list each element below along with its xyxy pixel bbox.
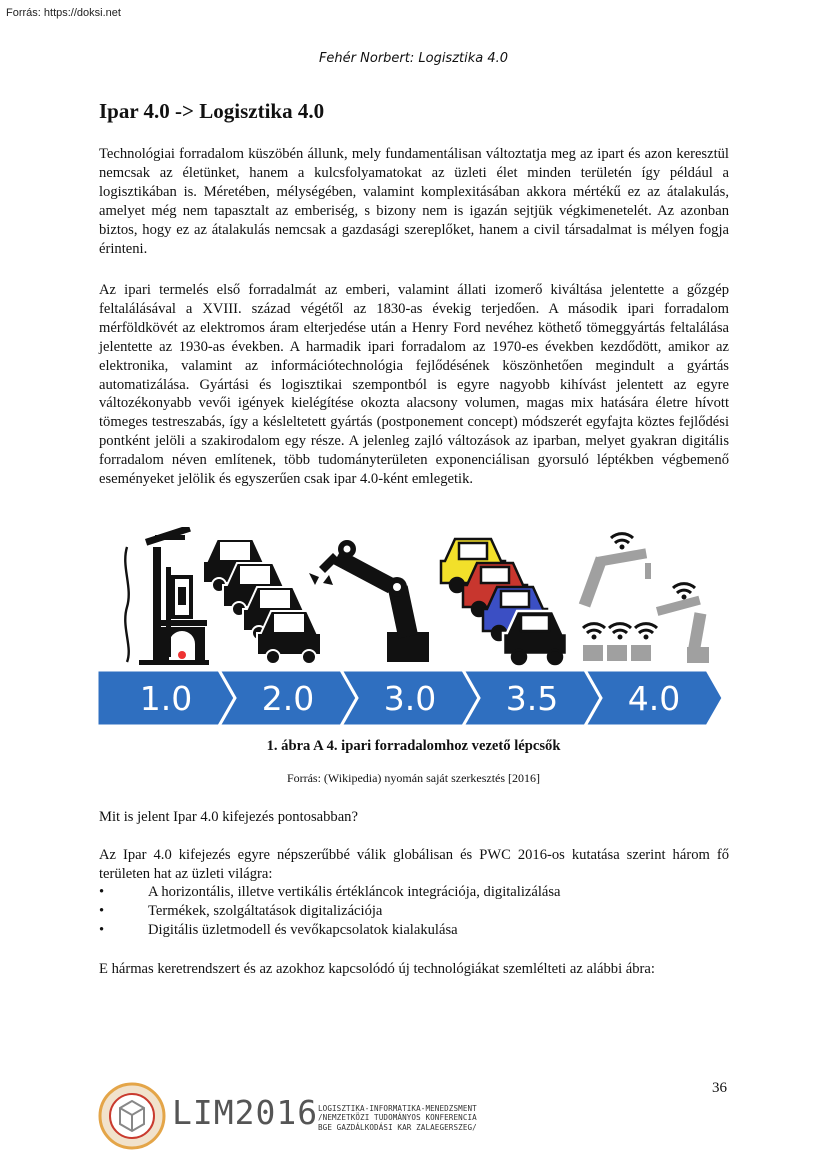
- steam-engine-icon: [125, 527, 209, 665]
- black-car-icon: [503, 611, 567, 664]
- stage-label: 3.0: [383, 679, 437, 718]
- mass-production-cars-icon: [203, 539, 321, 664]
- robot-arm-icon: [309, 540, 429, 662]
- connected-robots-icon: [579, 534, 709, 663]
- question-line: Mit is jelent Ipar 4.0 kifejezés pontosabban?: [99, 809, 358, 825]
- section-title: Ipar 4.0 -> Logisztika 4.0: [99, 99, 325, 123]
- running-head: Fehér Norbert: Logisztika 4.0: [318, 51, 509, 66]
- industrial-revolution-figure: [97, 527, 727, 732]
- stage-label: 4.0: [627, 679, 681, 718]
- intro-paragraph: Technológiai forradalom küszöbén állunk, mely fundamentálisan változtatja meg az ipart és azon keresztül nemcsak az életünket, hanem a kulcsfolyamatokat az üzleti élet minden területén így például a logisztikában is. Méretében, mélységében, valamint komplexitásában akkora mértékű ez az átalakulás, amelyet még nem tapasztalt az emberiség, s bizony nem is igazán sejtjük végkimenetelét. Az azonban biztos, hogy ez az átalakulás nemcsak a gazdasági szereplőket, hanem a civil társadalmat is mélyen fogja érinteni.: [99, 146, 729, 257]
- conference-brand: LIM2016: [172, 1093, 319, 1132]
- figure-caption: 1. ábra A 4. ipari forradalomhoz vezető lépcsők: [266, 738, 561, 754]
- page-number: 36: [712, 1080, 727, 1096]
- figure-source: Forrás: (Wikipedia) nyomán saját szerkesztés [2016]: [286, 771, 541, 785]
- stage-label: 3.5: [505, 679, 559, 718]
- list-item: • Digitális üzletmodell és vevőkapcsolatok kialakulása: [99, 922, 458, 938]
- list-item: • Termékek, szolgáltatások digitalizációja: [99, 903, 383, 919]
- bullet-list: [99, 883, 729, 940]
- source-tag: Forrás: https://doksi.net: [6, 7, 121, 19]
- customized-cars-icon: [441, 539, 567, 664]
- framework-paragraph: E hármas keretrendszert és az azokhoz kapcsolódó új technológiákat szemlélteti az alábbi ábra:: [99, 961, 655, 977]
- stage-label: 2.0: [261, 679, 315, 718]
- stage-label: 1.0: [139, 679, 193, 718]
- list-item: • A horizontális, illetve vertikális értékláncok integrációja, digitalizálása: [99, 884, 561, 900]
- pwc-paragraph: Az Ipar 4.0 kifejezés egyre népszerűbbé válik globálisan és PWC 2016-os kutatása szerint három fő területen hat az üzleti világra:: [99, 847, 729, 882]
- conference-tagline: LOGISZTIKA-INFORMATIKA-MENEDZSMENT /NEMZETKÖZI TUDOMÁNYOS KONFERENCIA BGE GAZDÁLKODÁSI KAR ZALAEGERSZEG/: [318, 1104, 477, 1132]
- history-paragraph: Az ipari termelés első forradalmát az emberi, valamint állati izomerő kiváltása jelentette a gőzgép feltalálásával a XVIII. század végétől az 1830-as évekig terjedően. A második ipari forradalom mérföldkövét az elektromos áram elterjedése után a Henry Ford nevéhez köthető tömeggyártás feltalálása jelentette az 1930-as években. A harmadik ipari forradalom az 1970-es években kezdődött, amikor az elektronika, valamint az információtechnológia fejlődésének köszönhetően megindult a gyártás automatizálása. Gyártási és logisztikai szempontból is egyre nagyobb kihívást jelentett az egyre változékonyabb vevői igények kielégítése okozta alacsony volumen, magas mix hatására életre hívott tömeges testreszabás, így a késleltetett gyártás (postponement concept) módszerét egyfajta köztes fejlődési pontként jelöli a szakirodalom egy része. A jelenleg zajló változások az iparban, melyet gyakran digitális forradalom néven említenek, több tudományterületen exponenciálisan gyorsuló léptékben végbemenő eseményeket jelölik és egyszerűen csak ipar 4.0-ként emlegetik.: [99, 282, 729, 488]
